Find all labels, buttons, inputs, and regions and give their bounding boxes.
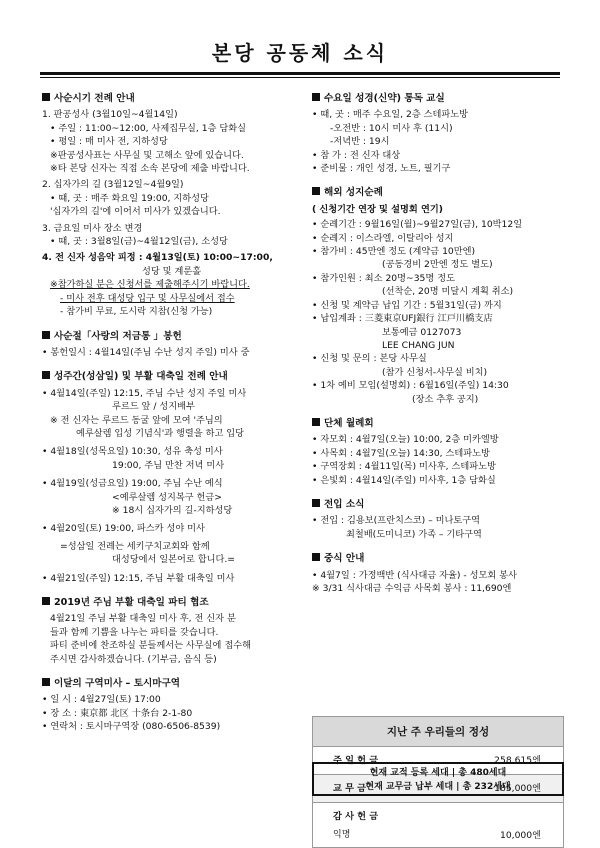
line: • 일 시 : 4월27일(토) 17:00 [42,694,161,706]
section-district-mass [42,677,300,734]
line: 2. 십자가의 길 (3월12일~4월9일) [42,179,184,191]
title-divider-thin [40,77,560,78]
row-value: 185,000엔 [494,783,541,794]
line: -오전반 : 10시 미사 후 (11시) [330,122,453,134]
section-easter-party [42,596,300,666]
line: • 주일 : 11:00~12:00, 사제집무실, 1층 담화실 [50,122,247,134]
line: 보통예금 0127073 [382,326,462,338]
line: • 은빛회 : 4월14일(주일) 미사후, 1층 담화실 [312,474,496,486]
section-lunch [312,552,564,595]
square-bullet-icon [312,418,320,426]
line: • 신청 및 계약금 납입 기간 : 5월31일(금) 까지 [312,299,502,311]
line: • 평일 : 매 미사 전, 지하성당 [50,136,168,148]
section-bible-class [312,92,564,175]
line: • 순례지 : 이스라엘, 이탈리아 성지 [312,232,454,244]
section-title: 중식 안내 [312,552,564,565]
line: - 미사 전후 대성당 입구 및 사무실에서 접수 [60,292,235,304]
row-sublabel: 익명 [333,830,351,840]
section-title: 이달의 구역미사 – 토시마구역 [42,677,300,690]
line: 주시면 감사하겠습니다. (기부금, 음식 등) [50,653,217,665]
section-lent [42,92,300,319]
line: • 사목회 : 4월7일(오늘) 14:30, 스테파노방 [312,447,490,459]
line: • 4월14일(주일) 12:15, 주님 수난 성지 주일 미사 [42,387,247,399]
section-holy-week [42,370,300,585]
line: ※ 3/31 식사대금 수익금 사목회 봉사 : 11,690엔 [312,583,512,594]
row-label: 감 사 헌 금 [333,811,379,822]
section-title: 전입 소식 [312,498,564,511]
right-column [312,92,564,606]
line: - 참가비 무료, 도시락 지참(신청 가능) [60,306,213,318]
line: <예루살렘 성지복구 헌금> [112,491,222,503]
line: • 준비물 : 개인 성경, 노트, 필기구 [312,163,451,175]
line: (공동경비 2만엔 정도 별도) [382,259,493,271]
section-group-meetings [312,417,564,487]
left-column [42,92,300,745]
square-bullet-icon [42,93,50,101]
line: • 연락처 : 토시마구역장 (080-6506-8539) [42,721,221,733]
line: • 자모회 : 4월7일(오늘) 10:00, 2층 미카엘방 [312,434,499,446]
square-bullet-icon [42,371,50,379]
line: • 때, 곳 : 매주 수요일, 2층 스테파노방 [312,109,469,121]
line: • 4월21일(주일) 12:15, 주님 부활 대축일 미사 [42,572,235,584]
line: • 4월18일(성목요일) 10:30, 성유 축성 미사 [42,446,223,458]
line: • 4월7일 : 가정백반 (식사대금 자율) - 성모회 봉사 [312,569,517,581]
line: 대성당에서 일본어로 합니다.= [112,554,235,566]
line: 예루살렘 입성 기념식'과 행렬을 하고 입당 [76,427,245,439]
line: =성삼일 전례는 세키구치교회와 함께 [60,540,210,552]
section-title: 수요일 성경(신약) 통독 교실 [312,92,564,105]
section-title: 사순절「사랑의 저금통 」봉헌 [42,330,300,343]
row-value: 10,000엔 [499,830,541,841]
line: • 신청 및 문의 : 본당 사무실 [312,353,427,365]
line: 들과 함께 기쁨을 나누는 파티를 갖습니다. [50,626,219,638]
line: • 4월19일(성금요일) 19:00, 주님 수난 예식 [42,478,223,490]
line: ※타 본당 신자는 직접 소속 본당에 제출 바랍니다. [50,163,250,175]
line: 최철배(도미니코) 가족 – 기타구역 [346,528,482,540]
line: ※참가하실 분은 신청서를 제출해주시기 바랍니다. [50,279,250,291]
section-title: 성주간(성삼일) 및 부활 대축일 전례 안내 [42,370,300,383]
line: ※ 전 신자는 루르드 동굴 앞에 모여 '주님의 [50,414,223,426]
square-bullet-icon [312,499,320,507]
line: • 전입 : 김용보(프란치스코) – 미나토구역 [312,515,481,527]
line: '십자가의 길'에 이어서 미사가 있겠습니다. [50,206,221,218]
line: (선착순, 20명 미달시 계획 취소) [382,286,514,298]
table-row [313,803,563,847]
line: • 납입계좌 : 三菱東京UFJ銀行 江戸川橋支店 [312,313,493,325]
line: LEE CHANG JUN [382,339,455,351]
square-bullet-icon [312,187,320,195]
page-header [40,38,560,82]
line: • 참가비 : 45만엔 정도 (계약금 10만엔) [312,246,476,258]
registered-households: 현재 교적 등록 세대 | 총 480세대 [369,768,507,778]
line: 4. 전 신자 성음악 피정 : 4월13일(토) 10:00~17:00, [42,252,273,264]
offering-table-header: 지난 주 우리들의 정성 [313,717,563,747]
line: 파티 준비에 찬조하실 분들께서는 사무실에 접수해 [50,640,251,652]
section-envelope [42,330,300,360]
household-summary-box [312,762,564,796]
square-bullet-icon [42,331,50,339]
line: • 4월20일(토) 19:00, 파스카 성야 미사 [42,523,205,535]
line: 1. 판공성사 (3월10일~4월14일) [42,109,178,121]
line: • 참 가 : 전 신자 대상 [312,149,401,161]
line: -저녁반 : 19시 [330,136,390,148]
line: 4월21일 주님 부활 대축일 미사 후, 전 신자 분 [50,613,236,625]
square-bullet-icon [312,93,320,101]
section-pilgrimage [312,186,564,406]
line: 19:00, 주님 만찬 저녁 미사 [112,459,225,471]
section-title: 2019년 주님 부활 대축일 파티 협조 [42,596,300,609]
line: 성당 및 계룬홀 [142,265,202,277]
section-subtitle: ( 신청기간 연장 및 설명회 연기) [312,203,443,215]
row-label: 교 무 금 [333,783,367,794]
square-bullet-icon [312,553,320,561]
line: • 봉헌일시 : 4월14일(주님 수난 성지 주일) 미사 중 [42,346,250,358]
row-value: 258,615엔 [494,755,541,766]
line: (장소 추후 공지) [412,393,479,405]
section-transfer-in [312,498,564,541]
line: • 장 소 : 東京都 北区 十条台 2-1-80 [42,707,193,719]
line: ※판공성사표는 사무실 및 고해소 앞에 있습니다. [50,149,244,161]
line: • 때, 곳 : 3월8일(금)~4월12일(금), 소성당 [50,236,228,248]
line: (참가 신청서-사무실 비치) [382,366,488,378]
row-label: 주 일 헌 금 [333,755,379,766]
line: • 1차 예비 모임(설명회) : 6월16일(주일) 14:30 [312,380,509,392]
line: • 참가인원 : 최소 20명~35명 정도 [312,272,455,284]
title-divider-thick [40,72,560,75]
line: • 순례기간 : 9월16일(월)~9월27일(금), 10박12일 [312,219,523,231]
section-title: 해외 성지순례 [312,186,564,199]
line: • 때, 곳 : 매주 화요일 19:00, 지하성당 [50,192,209,204]
line: ※ 18시 십자가의 길-지하성당 [112,504,233,516]
line: 3. 금요일 미사 장소 변경 [42,222,143,234]
line: 루르드 앞 / 성지배부 [112,401,195,413]
section-title: 사순시기 전례 안내 [42,92,300,105]
paying-households: 현재 교무금 납부 세대 | 총 232세대 [365,782,511,792]
square-bullet-icon [42,678,50,686]
page-title: 본당 공동체 소식 [211,41,389,65]
section-title: 단체 월례회 [312,417,564,430]
line: • 구역장회 : 4월11일(목) 미사후, 스테파노방 [312,461,496,473]
square-bullet-icon [42,597,50,605]
